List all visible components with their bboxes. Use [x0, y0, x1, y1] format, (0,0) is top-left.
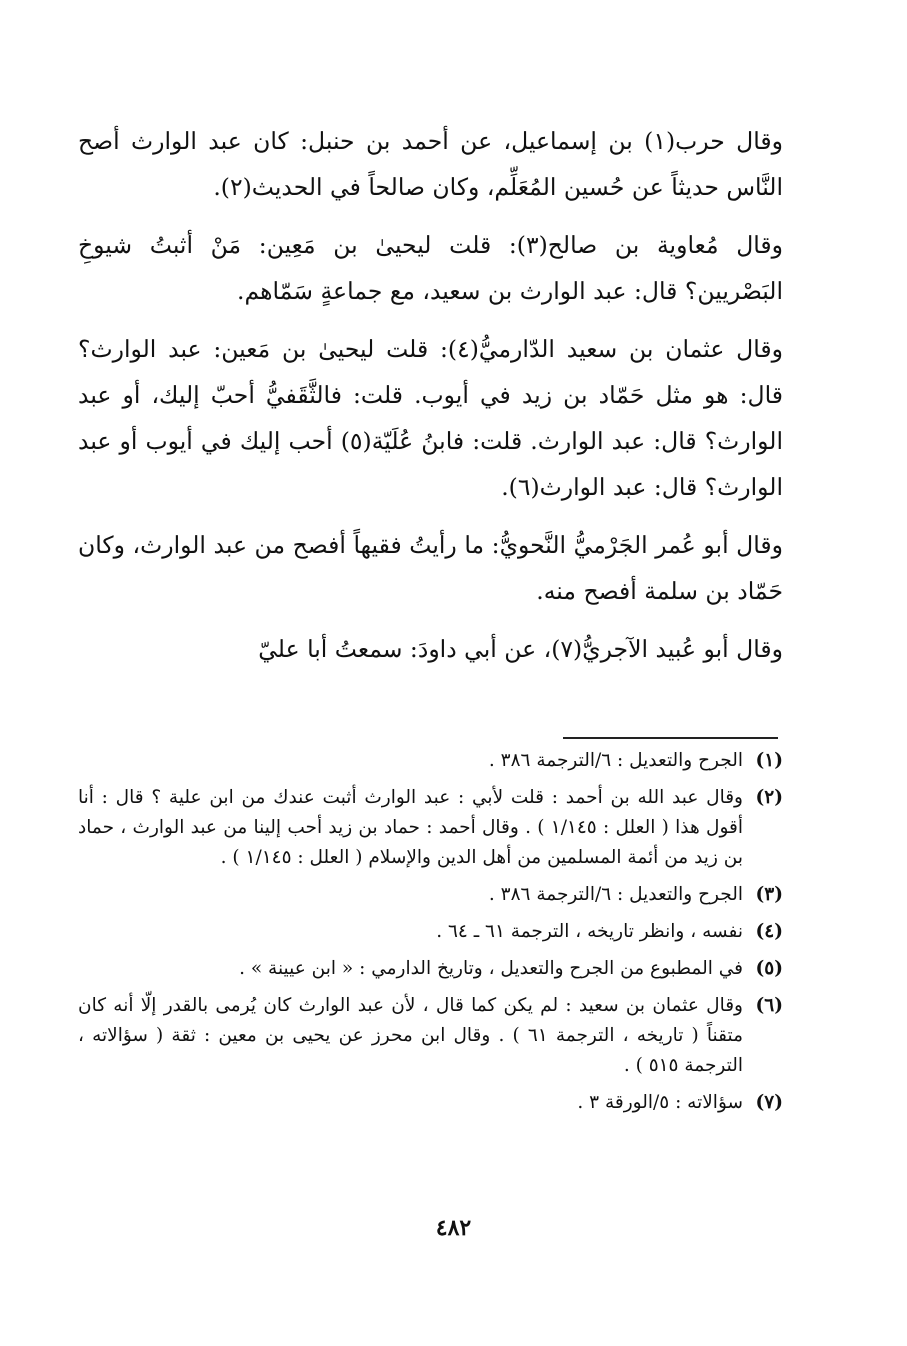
paragraph: وقال أبو عُبيد الآجريُّ(٧)، عن أبي داودَ: سمعتُ أبا عليّ	[258, 635, 783, 663]
footnote	[78, 880, 783, 910]
footnote-text: وقال عبد الله بن أحمد : قلت لأبي : عبد الوارث أثبت عندك من ابن علية ؟ قال : أنا أقول هذا ( العلل : ١/١٤٥ ) . وقال أحمد : حماد بن زيد أحب إلينا من عبد الوارث ، حماد بن زيد من أئمة المسلمين من أهل الدين والإسلام ( العلل : ١/١٤٥ ) .	[78, 787, 743, 868]
paragraph: وقال أبو عُمر الجَرْميُّ النَّحويُّ: ما رأيتُ فقيهاً أفصح من عبد الوارث، وكان حَمّاد بن سلمة أفصح منه.	[78, 531, 783, 605]
footnote	[78, 991, 783, 1081]
footnote-separator	[563, 737, 778, 739]
main-text	[78, 118, 783, 672]
footnote	[78, 1088, 783, 1118]
footnote-text: نفسه ، وانظر تاريخه ، الترجمة ٦١ ـ ٦٤ .	[436, 921, 743, 942]
footnotes	[78, 746, 783, 1125]
paragraph: وقال مُعاوية بن صالح(٣): قلت ليحيىٰ بن مَعِين: مَنْ أثبتُ شيوخِ البَصْريين؟ قال: عبد الوارث بن سعيد، مع جماعةٍ سَمّاهم.	[78, 231, 784, 305]
footnote-number: (٦)	[755, 995, 783, 1016]
footnote	[78, 783, 783, 873]
footnote-number: (٧)	[755, 1092, 783, 1113]
footnote	[78, 917, 783, 947]
footnote-number: (١)	[755, 750, 783, 771]
footnote-number: (٥)	[755, 958, 783, 979]
footnote-number: (٢)	[755, 787, 783, 808]
paragraph: وقال حرب(١) بن إسماعيل، عن أحمد بن حنبل: كان عبد الوارث أصح النَّاس حديثاً عن حُسين المُعَلِّم، وكان صالحاً في الحديث(٢).	[78, 127, 783, 201]
footnote-text: سؤالاته : ٥/الورقة ٣ .	[577, 1092, 743, 1113]
footnote-text: في المطبوع من الجرح والتعديل ، وتاريخ الدارمي : « ابن عيينة » .	[239, 958, 743, 979]
footnote-text: وقال عثمان بن سعيد : لم يكن كما قال ، لأن عبد الوارث كان يُرمى بالقدر إلّا أنه كان متقناً ( تاريخه ، الترجمة ٦١ ) . وقال ابن محرز عن يحيى بن معين : ثقة ( سؤالاته ، الترجمة ٥١٥ ) .	[78, 995, 743, 1076]
footnote	[78, 746, 783, 776]
footnote-text: الجرح والتعديل : ٦/الترجمة ٣٨٦ .	[488, 884, 743, 905]
footnote	[78, 954, 783, 984]
footnote-text: الجرح والتعديل : ٦/الترجمة ٣٨٦ .	[488, 750, 743, 771]
page-number: ٤٨٢	[435, 1215, 472, 1241]
footnote-number: (٣)	[755, 884, 783, 905]
paragraph: وقال عثمان بن سعيد الدّارميُّ(٤): قلت ليحيىٰ بن مَعين: عبد الوارث؟ قال: هو مثل حَمّاد بن زيد في أيوب. قلت: فالثَّقَفيُّ أحبّ إليك، أو عبد الوارث؟ قال: عبد الوارث. قلت: فابنُ عُلَيّة(٥) أحب إليك في أيوب أو عبد الوارث؟ قال: عبد الوارث(٦).	[78, 335, 783, 501]
footnote-number: (٤)	[755, 921, 783, 942]
